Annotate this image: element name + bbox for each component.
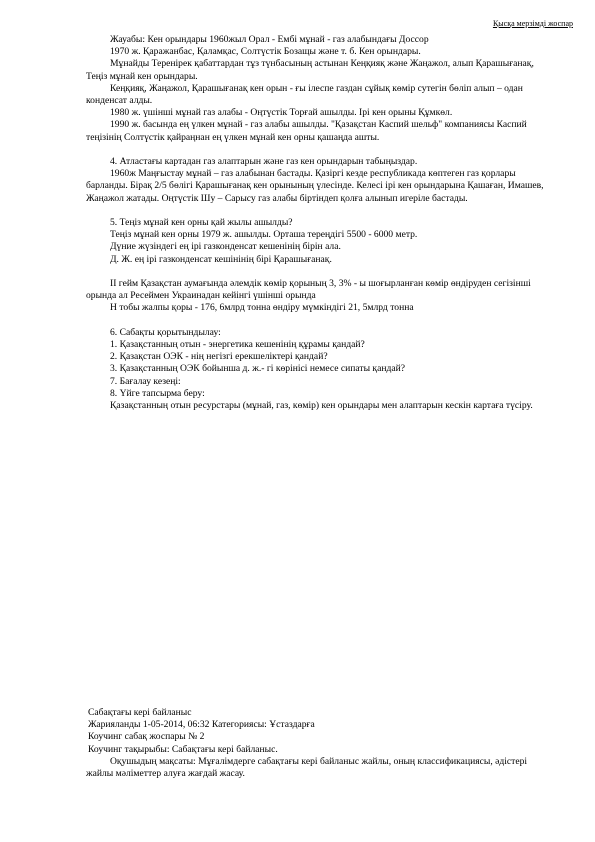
- paragraph: Қазақстанның отын ресурстары (мұнай, газ, көмір) кен орындары мен алаптарын кескін картаға түсіру.: [110, 400, 533, 412]
- section-title: Сабақтағы кері байланыс: [88, 707, 192, 718]
- feedback-section: [86, 707, 546, 780]
- spacer: [86, 144, 546, 156]
- answer-block: [86, 34, 546, 144]
- question-heading: 5. Теңіз мұнай кен орны қай жылы ашылды?: [110, 217, 293, 229]
- paragraph: 1980 ж. үшінші мұнай газ алабы - Оңтүстік Торғай ашылды. Ірі кен орыны Құмкөл.: [110, 107, 453, 119]
- page-header-title: Қысқа мерзімді жоспар: [492, 19, 573, 28]
- spacer: [86, 315, 546, 327]
- paragraph: Жауабы: Кен орындары 1960жыл Орал - Ембі мұнай - газ алабындағы Доссор: [110, 34, 429, 45]
- question-5-block: [86, 217, 546, 266]
- goal-paragraph: Оқушыдың мақсаты: Мұғалімдерге сабақтағы кері байланыс жайлы, оның классификациясы, әдістері жайлы мәліметтер алуға жағдай жасау.: [86, 755, 528, 780]
- paragraph: ІІ гейм Қазақстан аумағында әлемдік көмір қорының 3, 3% - ы шоғырланған көмір өндіруден сегізінші орында ал Ресеймен Украинадан кейінгі үшінші орында: [86, 278, 531, 302]
- paragraph: Кеңқияқ, Жаңажол, Қарашығанақ кен орын - ғы ілеспе газдан сұйық көмір сутегін бөліп алып – одан конденсат алды.: [86, 82, 523, 107]
- spacer: [86, 266, 546, 278]
- coal-block: [86, 278, 546, 315]
- paragraph: 1970 ж. Қаражанбас, Қаламқас, Солтүстік Бозащы және т. б. Кен орындары.: [110, 46, 421, 58]
- question-4-block: [86, 156, 546, 205]
- paragraph: Н тобы жалпы қоры - 176, 6млрд тонна өндіру мүмкіндігі 21, 5млрд тонна: [110, 302, 414, 314]
- paragraph: 1990 ж. басында ең үлкен мұнай - газ алабы ашылды. "Қазақстан Каспий шельф" компаниясы Каспий теңізінің Солтүстік қайраңнан ең үлкен мұнай кен орны қашаңда ашты.: [86, 119, 527, 143]
- list-item: 3. Қазақстанның ОЭК бойынша д. ж.- гі көрінісі немесе сипаты қандай?: [110, 363, 406, 375]
- list-item: 2. Қазақстан ОЭК - нің негізгі ерекшеліктері қандай?: [110, 351, 328, 363]
- list-item: 1. Қазақстанның отын - энергетика кешенінің құрамы қандай?: [110, 339, 365, 351]
- document-body: [86, 34, 546, 412]
- section-heading: 6. Сабақты қорытындылау:: [110, 326, 221, 338]
- question-heading: 4. Атластағы картадан газ алаптарын және газ кен орындарын табыңыздар.: [110, 156, 418, 168]
- summary-block: [86, 327, 546, 412]
- paragraph: 1960ж Маңғыстау мұнай – газ алабынан бастады. Қазіргі кезде республикада көптеген газ қорлары барланды. Бірақ 2/5 бөлігі Қарашығанақ кен орынының үлесінде. Келесі ірі кен орындарына Қашаған, Имашев, Жаңажол жатады. Оңтүстік Шу – Сарысу газ алабы біртіндеп қолға алынып игеріле бастады.: [86, 168, 544, 204]
- paragraph: Дүние жүзіндегі ең ірі газконденсат кешенінің бірін ала.: [110, 241, 341, 253]
- list-item: 8. Үйге тапсырма беру:: [110, 387, 205, 399]
- publish-info: Жарияланды 1-05-2014, 06:32 Категориясы: Ұстаздарға: [88, 719, 315, 731]
- paragraph: Д. Ж. ең ірі газконденсат кешінінің бірі Қарашығанақ.: [110, 253, 332, 265]
- plan-number: Коучинг сабақ жоспары № 2: [88, 731, 205, 743]
- paragraph: Мұнайды Теренірек қабаттардан тұз түнбасының астынан Кеңқияқ және Жаңажол, алып Қарашығанақ, Теңіз мұнай кен орындары.: [86, 58, 534, 82]
- paragraph: Теңіз мұнай кен орны 1979 ж. ашылды. Орташа тереңдігі 5500 - 6000 метр.: [110, 229, 418, 241]
- coaching-topic: Коучинг тақырыбы: Сабақтағы кері байланыс.: [88, 743, 278, 755]
- spacer: [86, 205, 546, 217]
- list-item: 7. Бағалау кезеңі:: [110, 375, 181, 387]
